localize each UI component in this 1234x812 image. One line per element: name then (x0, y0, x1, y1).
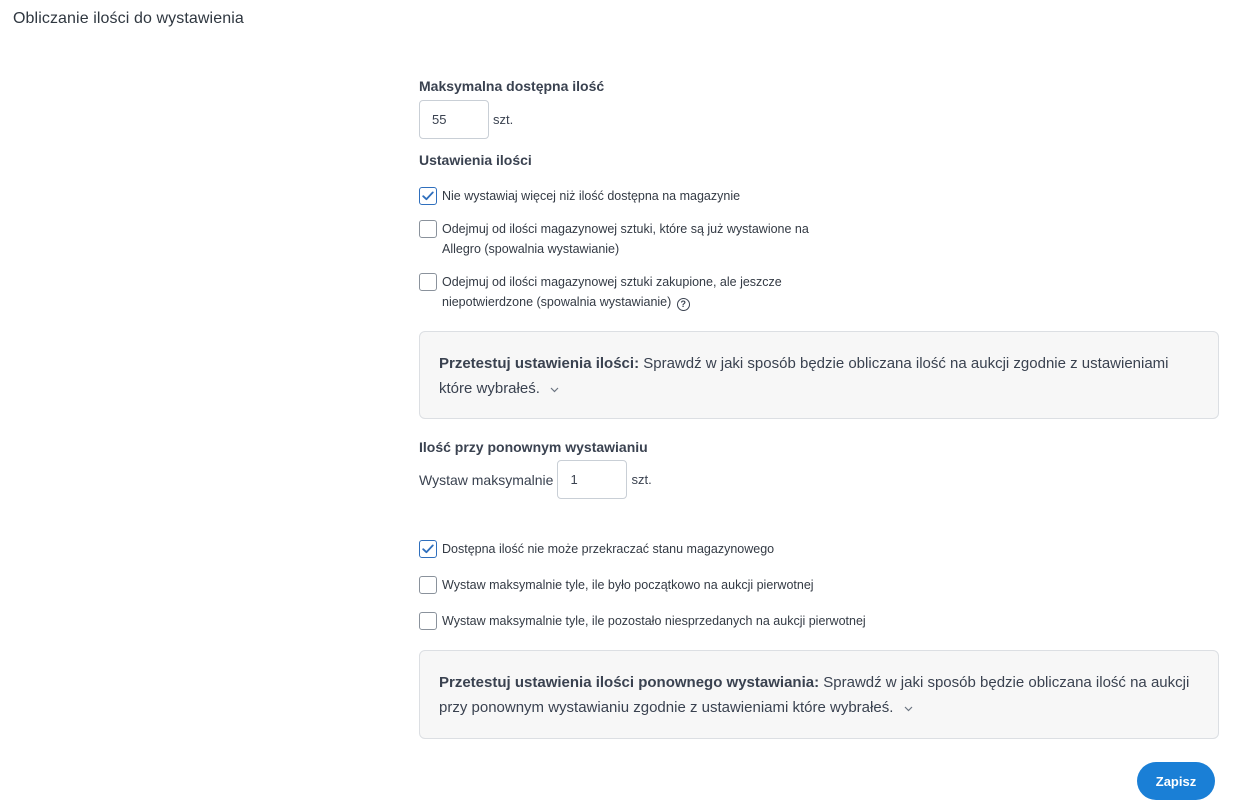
test-qty-text: Sprawdź w jaki sposób będzie obliczana ilość na aukcji zgodnie z ustawieniami które wybrałeś. (439, 355, 1169, 397)
option-label: Nie wystawiaj więcej niż ilość dostępna na magazynie (442, 189, 741, 203)
chevron-down-icon[interactable] (904, 695, 913, 720)
checkbox[interactable] (419, 220, 437, 238)
chevron-down-icon[interactable] (550, 376, 559, 401)
checkmark-icon (422, 191, 434, 201)
test-qty-panel[interactable] (419, 331, 1219, 419)
test-relist-title: Przetestuj ustawienia ilości ponownego wystawiania: (439, 674, 820, 691)
test-qty-title: Przetestuj ustawienia ilości: (439, 355, 640, 372)
page-title: Obliczanie ilości do wystawienia (13, 10, 244, 27)
relist-qty-row (419, 460, 652, 499)
qty-settings-label: Ustawienia ilości (419, 152, 532, 168)
question-circle-icon[interactable]: ? (677, 298, 690, 311)
qty-option-subtract-listed[interactable] (419, 220, 819, 259)
relist-option-no-exceed-stock[interactable] (419, 540, 919, 559)
test-relist-panel[interactable] (419, 650, 1219, 739)
checkbox[interactable] (419, 540, 437, 558)
qty-option-subtract-unconfirmed[interactable] (419, 273, 799, 312)
option-label: Wystaw maksymalnie tyle, ile pozostało niesprzedanych na aukcji pierwotnej (442, 614, 866, 628)
option-label: Odejmuj od ilości magazynowej sztuki, które są już wystawione na Allegro (spowalnia wystawianie) (442, 222, 809, 256)
checkbox[interactable] (419, 187, 437, 205)
save-button[interactable]: Zapisz (1137, 762, 1215, 800)
relist-qty-unit: szt. (631, 472, 652, 487)
relist-option-remaining-qty[interactable] (419, 612, 919, 631)
test-relist-text: Sprawdź w jaki sposób będzie obliczana ilość na aukcji przy ponownym wystawianiu zgodnie z ustawieniami które wybrałeś. (439, 674, 1190, 716)
max-qty-label: Maksymalna dostępna ilość (419, 78, 605, 94)
relist-prefix: Wystaw maksymalnie (419, 471, 554, 488)
relist-option-initial-qty[interactable] (419, 576, 919, 595)
qty-option-no-exceed-stock[interactable] (419, 187, 839, 206)
option-label: Wystaw maksymalnie tyle, ile było początkowo na aukcji pierwotnej (442, 578, 814, 592)
option-label: Odejmuj od ilości magazynowej sztuki zakupione, ale jeszcze niepotwierdzone (spowalnia wystawianie) (442, 275, 782, 309)
checkbox[interactable] (419, 273, 437, 291)
checkbox[interactable] (419, 576, 437, 594)
relist-label: Ilość przy ponownym wystawianiu (419, 439, 648, 455)
option-label: Dostępna ilość nie może przekraczać stanu magazynowego (442, 542, 775, 556)
option-label-wrap (442, 272, 799, 312)
max-qty-input[interactable] (419, 100, 489, 139)
checkbox[interactable] (419, 612, 437, 630)
max-qty-row (419, 100, 513, 139)
relist-qty-input[interactable] (557, 460, 627, 499)
checkmark-icon (422, 544, 434, 554)
max-qty-unit: szt. (493, 112, 514, 127)
